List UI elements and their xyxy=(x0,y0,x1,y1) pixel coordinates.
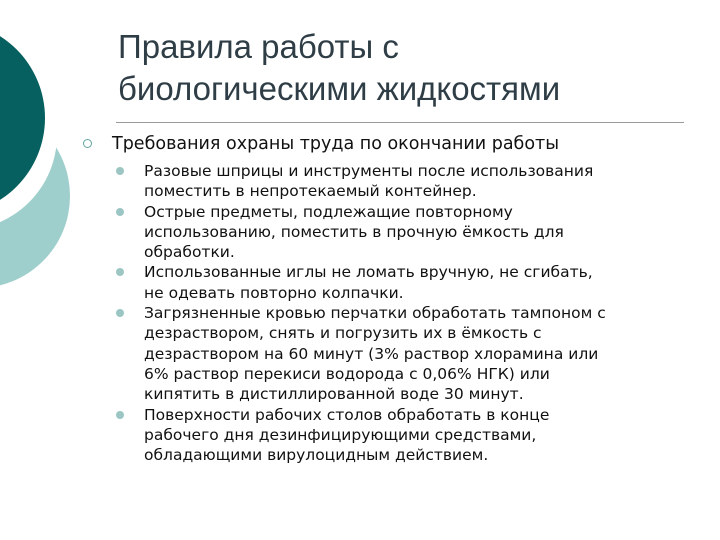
title-divider xyxy=(116,122,684,123)
title-line-1: Правила работы с xyxy=(118,28,399,65)
list-item-line: не одевать повторно колпачки. xyxy=(144,283,404,302)
list-item-line: обработки. xyxy=(144,243,235,262)
list-item-line: 6% раствор перекиси водорода с 0,06% НГК) или xyxy=(144,364,550,383)
dot-bullet-icon xyxy=(116,411,124,419)
list-item xyxy=(116,262,706,303)
list-item-line: обладающими вирулоцидным действием. xyxy=(144,446,489,465)
list-item-line: кипятить в дистиллированной воде 30 минут. xyxy=(144,385,524,404)
list-item xyxy=(116,202,706,263)
dot-bullet-icon xyxy=(116,167,124,175)
dot-bullet-icon xyxy=(116,208,124,216)
list-item-line: Поверхности рабочих столов обработать в конце xyxy=(144,405,550,424)
slide-title xyxy=(118,26,698,110)
list-item-line: использованию, поместить в прочную ёмкость для xyxy=(144,222,564,241)
list-item-line: рабочего дня дезинфицирующими средствами, xyxy=(144,425,537,444)
list-item xyxy=(116,303,706,404)
sub-bullet-list xyxy=(116,161,706,465)
main-bullet-row xyxy=(82,133,702,155)
list-item-line: Использованные иглы не ломать вручную, не сгибать, xyxy=(144,263,593,282)
list-item xyxy=(116,405,706,466)
list-item-line: дезраствором на 60 минут (3% раствор хлорамина или xyxy=(144,344,599,363)
list-item-line: Острые предметы, подлежащие повторному xyxy=(144,202,513,221)
list-item xyxy=(116,161,706,202)
title-line-2: биологическими жидкостями xyxy=(118,70,561,107)
main-bullet xyxy=(82,133,702,155)
list-item-line: Разовые шприцы и инструменты после использования xyxy=(144,162,594,180)
dot-bullet-icon xyxy=(116,268,124,276)
main-bullet-heading: Требования охраны труда по окончании работы xyxy=(112,134,560,154)
list-item-line: дезраствором, снять и погрузить их в ёмкость с xyxy=(144,324,542,343)
list-item-line: поместить в непротекаемый контейнер. xyxy=(144,182,477,201)
ring-bullet-icon xyxy=(83,139,92,148)
dot-bullet-icon xyxy=(116,309,124,317)
list-item-line: Загрязненные кровью перчатки обработать тампоном с xyxy=(144,304,606,323)
